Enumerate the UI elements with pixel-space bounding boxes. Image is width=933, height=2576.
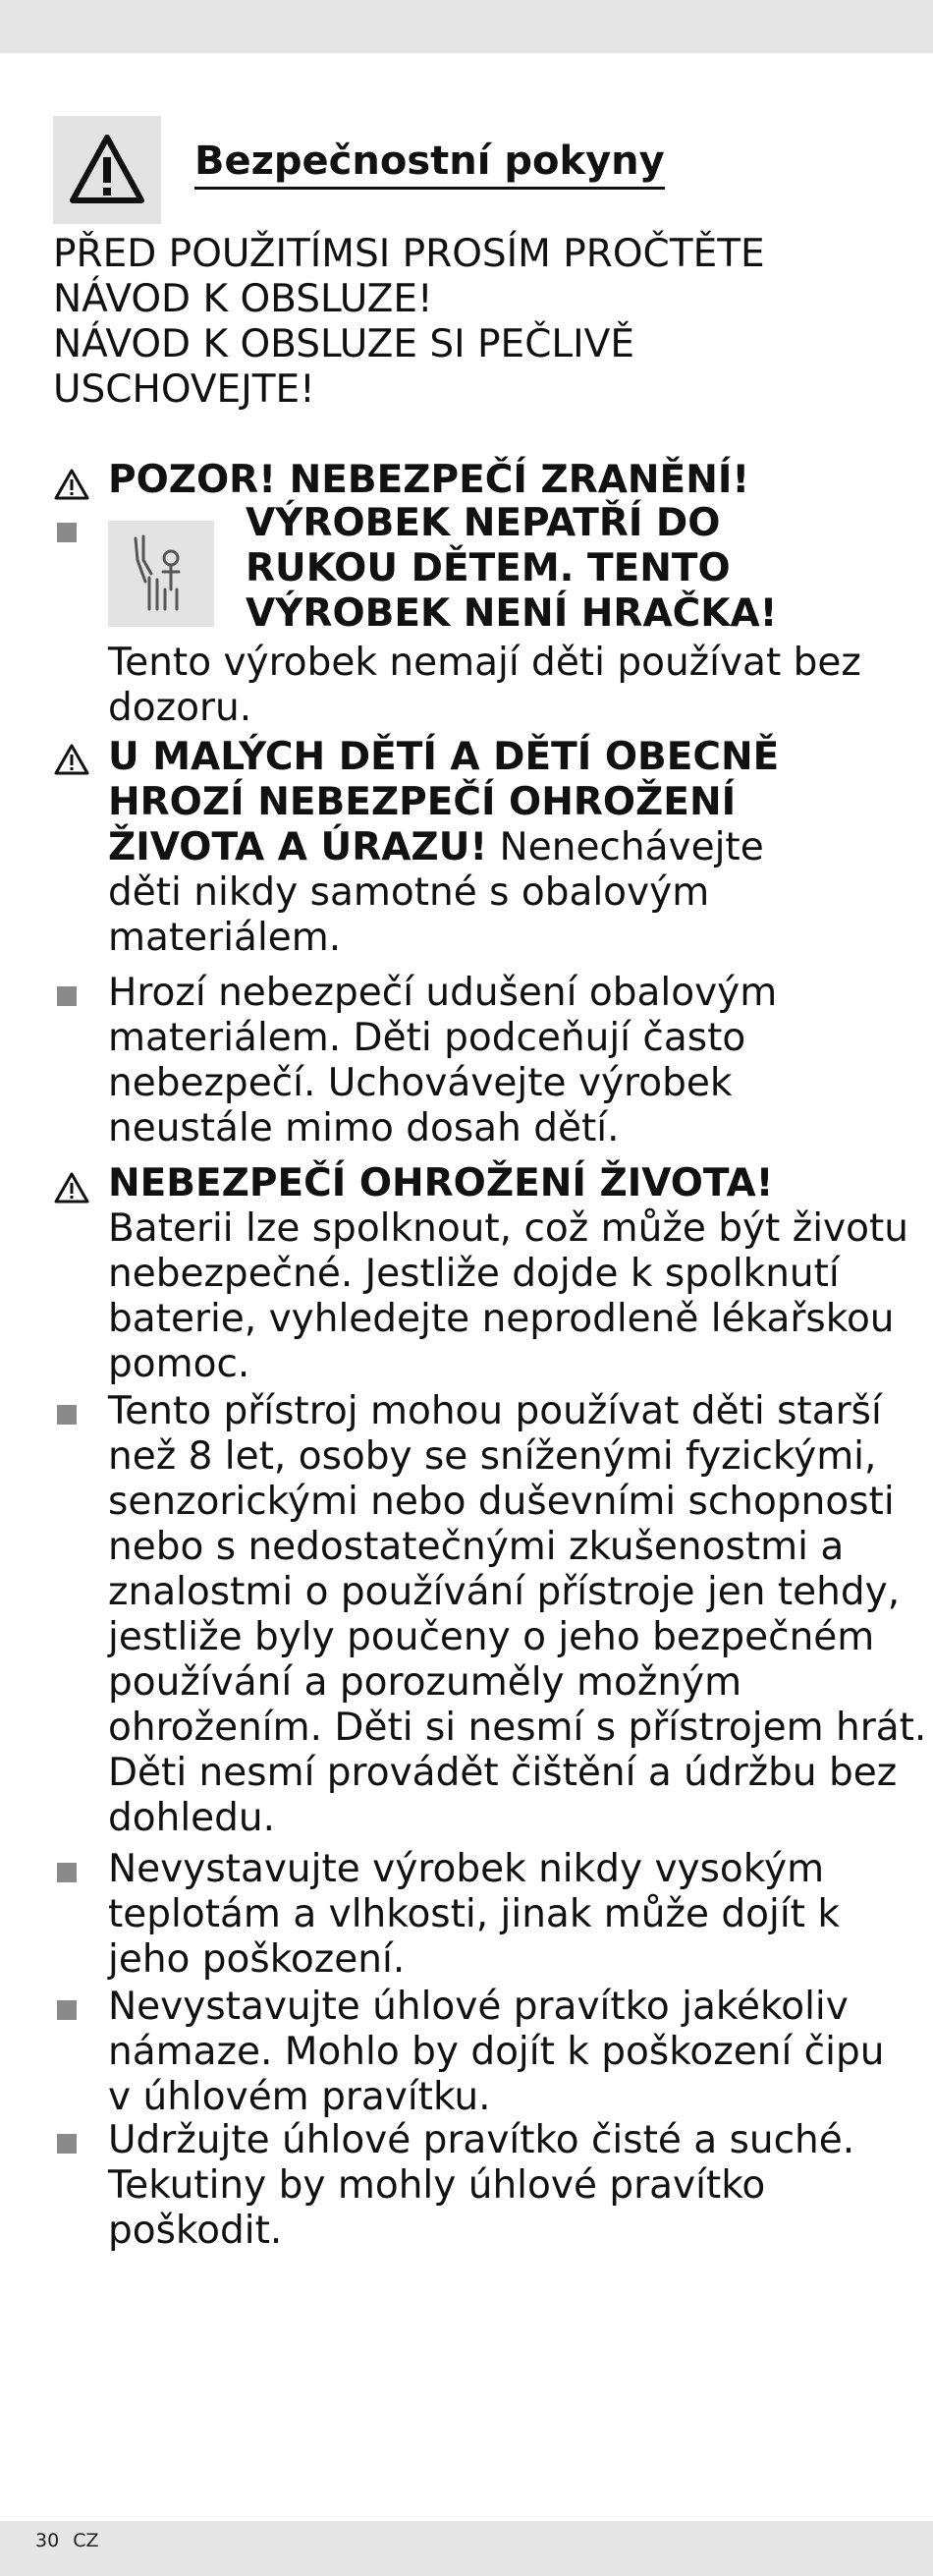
warning-bold-line: U MALÝCH DĚTÍ A DĚTÍ OBECNĚ bbox=[108, 735, 780, 779]
page-title: Bezpečnostní pokyny bbox=[194, 138, 665, 190]
warning-block-2 bbox=[108, 735, 894, 961]
small-warning-icon bbox=[53, 1171, 90, 1204]
small-warning-icon bbox=[53, 743, 90, 776]
footer-strip bbox=[0, 2521, 933, 2576]
child-warning-line: RUKOU DĚTEM. TENTO bbox=[246, 546, 731, 590]
intro-line: NÁVOD K OBSLUZE! bbox=[53, 277, 433, 321]
warning-heading: NEBEZPEČÍ OHROŽENÍ ŽIVOTA! bbox=[108, 1161, 774, 1205]
text-line: pomoc. bbox=[108, 1342, 250, 1386]
warning-icon-box bbox=[53, 116, 161, 224]
text-line: poškodit. bbox=[108, 2209, 283, 2253]
bullet-marker bbox=[57, 523, 77, 542]
bullet-marker bbox=[57, 986, 77, 1006]
child-icon bbox=[126, 531, 196, 617]
child-warning-line: VÝROBEK NENÍ HRAČKA! bbox=[246, 591, 778, 636]
text-line: ohrožením. Děti si nesmí s přístrojem hrát. bbox=[108, 1706, 927, 1750]
text-line: Baterii lze spolknout, což může být životu bbox=[108, 1206, 909, 1251]
bullet-marker bbox=[57, 1863, 77, 1882]
small-warning-icon bbox=[53, 468, 90, 501]
text-line: jeho poškození. bbox=[108, 1937, 406, 1982]
text-line: baterie, vyhledejte neprodleně lékařskou bbox=[108, 1297, 895, 1341]
intro-line: PŘED POUŽITÍMSI PROSÍM PROČTĚTE bbox=[53, 232, 765, 276]
warning-triangle-icon bbox=[69, 132, 145, 208]
text-line: Nevystavujte výrobek nikdy vysokým bbox=[108, 1847, 825, 1891]
bullet-text bbox=[108, 2118, 894, 2254]
child-warning-bold bbox=[246, 501, 894, 637]
text-line: nebo s nedostatečnými zkušenostmi a bbox=[108, 1525, 845, 1569]
warning-block-3 bbox=[108, 1161, 909, 1387]
text-line: nebezpečné. Jestliže dojde k spolknutí bbox=[108, 1252, 840, 1296]
text-line: materiálem. bbox=[108, 916, 342, 960]
text-line: teplotám a vlhkosti, jinak může dojít k bbox=[108, 1892, 840, 1936]
page-number: 30 bbox=[35, 2530, 60, 2551]
intro-text bbox=[53, 232, 898, 413]
text-line: používání a porozuměly možným bbox=[108, 1660, 742, 1705]
warning-bold-line: HROZÍ NEBEZPEČÍ OHROŽENÍ bbox=[108, 780, 737, 824]
text-line: námaze. Mohlo by dojít k poškození čipu bbox=[108, 2030, 885, 2074]
text-line: neustále mimo dosah dětí. bbox=[108, 1106, 620, 1150]
warning-inline-text: Nenechávejte bbox=[487, 825, 764, 869]
child-warning-text bbox=[108, 641, 894, 731]
intro-line: USCHOVEJTE! bbox=[53, 367, 315, 412]
child-warning-line: VÝROBEK NEPATŘÍ DO bbox=[246, 501, 721, 545]
text-line: Tekutiny by mohly úhlové pravítko bbox=[108, 2163, 766, 2208]
bullet-marker bbox=[57, 2000, 77, 2020]
warning-bold-line: ŽIVOTA A ÚRAZU! bbox=[108, 825, 488, 869]
text-line: dozoru. bbox=[108, 686, 252, 730]
bullet-marker bbox=[57, 2134, 77, 2154]
text-line: nebezpečí. Uchovávejte výrobek bbox=[108, 1061, 733, 1105]
bullet-text bbox=[108, 971, 894, 1151]
top-strip bbox=[0, 0, 933, 53]
text-line: dohledu. bbox=[108, 1796, 276, 1840]
text-line: Udržujte úhlové pravítko čisté a suché. bbox=[108, 2118, 855, 2162]
language-code: CZ bbox=[73, 2530, 99, 2551]
bullet-marker bbox=[57, 1405, 77, 1425]
text-line: Nevystavujte úhlové pravítko jakékoliv bbox=[108, 1985, 849, 2029]
text-line: znalostmi o používání přístroje jen tehdy, bbox=[108, 1570, 901, 1614]
text-line: jestliže byly poučeny o jeho bezpečném bbox=[108, 1615, 875, 1659]
text-line: v úhlovém pravítku. bbox=[108, 2075, 491, 2119]
warning-heading: POZOR! NEBEZPEČÍ ZRANĚNÍ! bbox=[108, 458, 750, 502]
text-line: Tento přístroj mohou používat děti starší bbox=[108, 1389, 882, 1433]
text-line: Tento výrobek nemají děti používat bez bbox=[108, 641, 861, 685]
text-line: materiálem. Děti podceňují často bbox=[108, 1016, 746, 1060]
text-line: senzorickými nebo duševními schopnosti bbox=[108, 1480, 895, 1524]
bullet-text bbox=[108, 1847, 894, 1983]
text-line: než 8 let, osoby se sníženými fyzickými, bbox=[108, 1434, 877, 1479]
text-line: Hrozí nebezpečí udušení obalovým bbox=[108, 971, 778, 1015]
child-warning-icon-box bbox=[108, 521, 214, 627]
text-line: Děti nesmí provádět čištění a údržbu bez bbox=[108, 1751, 898, 1795]
bullet-text bbox=[108, 1985, 894, 2120]
intro-line: NÁVOD K OBSLUZE SI PEČLIVĚ bbox=[53, 322, 634, 366]
bullet-text bbox=[108, 1389, 927, 1841]
text-line: děti nikdy samotné s obalovým bbox=[108, 870, 710, 915]
footer bbox=[35, 2530, 112, 2551]
